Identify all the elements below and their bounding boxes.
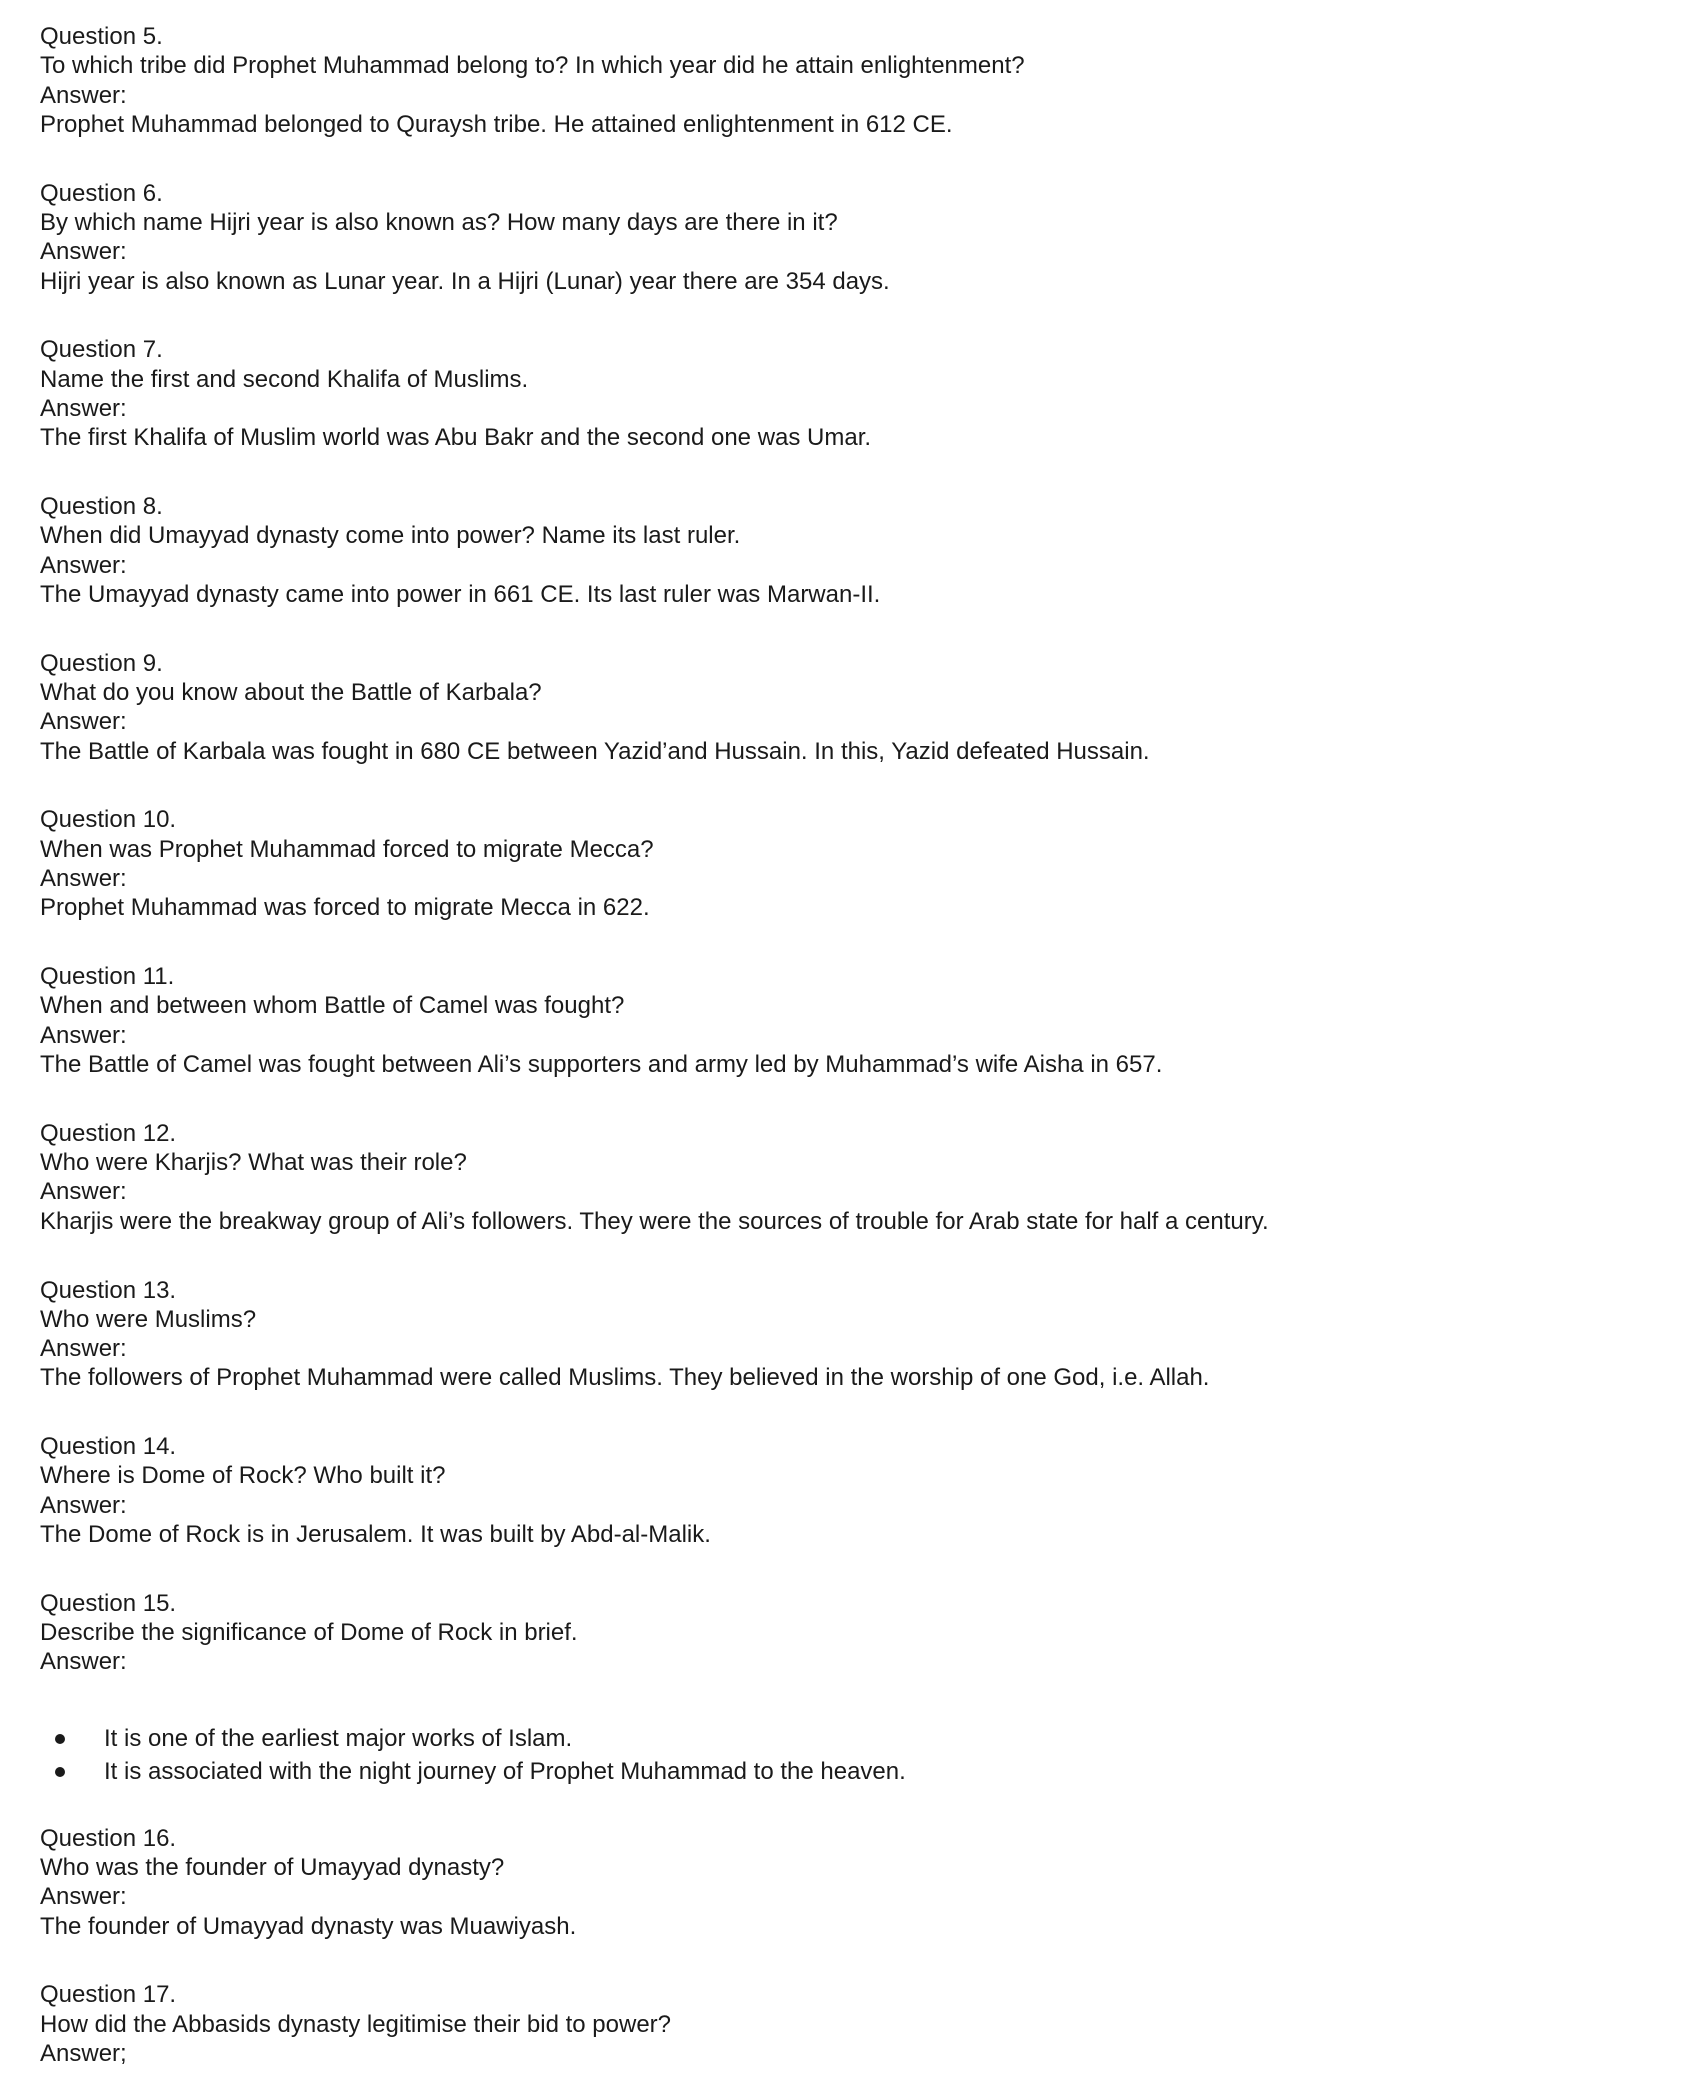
bullet-text: It is associated with the night journey of Prophet Muhammad to the heaven.	[104, 1757, 906, 1785]
question-text: By which name Hijri year is also known as? How many days are there in it?	[40, 208, 838, 236]
question-text: Who was the founder of Umayyad dynasty?	[40, 1854, 505, 1882]
bullet-icon	[55, 1767, 65, 1777]
question-number: Question 13.	[40, 1276, 177, 1304]
question-number: Question 14.	[40, 1433, 177, 1461]
answer-label: Answer:	[40, 81, 127, 109]
question-number: Question 9.	[40, 649, 163, 677]
qa-block	[40, 22, 1700, 139]
answer-label: Answer:	[40, 1335, 127, 1363]
bullet-item	[40, 1722, 1700, 1755]
question-number: Question 8.	[40, 493, 163, 521]
qa-block	[40, 1119, 1700, 1236]
question-number: Question 16.	[40, 1824, 177, 1852]
question-number: Question 7.	[40, 336, 163, 364]
answer-text: Hijri year is also known as Lunar year. In a Hijri (Lunar) year there are 354 days.	[40, 267, 890, 295]
answer-text: Prophet Muhammad was forced to migrate Mecca in 622.	[40, 894, 650, 922]
answer-label: Answer:	[40, 238, 127, 266]
answer-text: The Battle of Karbala was fought in 680 CE between Yazid’and Hussain. In this, Yazid defeated Hussain.	[40, 737, 1150, 765]
question-text: Describe the significance of Dome of Rock in brief.	[40, 1619, 578, 1647]
bullet-item	[40, 1755, 1700, 1788]
answer-text: The founder of Umayyad dynasty was Muawiyash.	[40, 1912, 577, 1940]
bullet-icon	[55, 1734, 65, 1744]
question-text: Who were Kharjis? What was their role?	[40, 1149, 467, 1177]
qa-list	[40, 22, 1700, 1549]
question-number: Question 5.	[40, 23, 163, 50]
answer-text: The Umayyad dynasty came into power in 661 CE. Its last ruler was Marwan-II.	[40, 580, 881, 608]
question-text: To which tribe did Prophet Muhammad belong to? In which year did he attain enlightenment?	[40, 52, 1025, 80]
answer-text: The first Khalifa of Muslim world was Abu Bakr and the second one was Umar.	[40, 424, 872, 452]
answer-text: Prophet Muhammad belonged to Quraysh tribe. He attained enlightenment in 612 CE.	[40, 110, 953, 138]
question-text: Name the first and second Khalifa of Muslims.	[40, 365, 529, 393]
answer-text: Kharjis were the breakway group of Ali’s followers. They were the sources of trouble for Arab state for half a century.	[40, 1207, 1269, 1235]
question-text: When did Umayyad dynasty come into power? Name its last ruler.	[40, 522, 741, 550]
qa-block	[40, 492, 1700, 609]
answer-label: Answer:	[40, 708, 127, 736]
qa-block	[40, 179, 1700, 296]
bullet-text: It is one of the earliest major works of Islam.	[104, 1724, 573, 1752]
answer-label: Answer;	[40, 2040, 127, 2068]
answer-label: Answer:	[40, 865, 127, 893]
answer-label: Answer:	[40, 1648, 127, 1676]
question-text: When and between whom Battle of Camel was fought?	[40, 992, 625, 1020]
question-text: Where is Dome of Rock? Who built it?	[40, 1462, 446, 1490]
qa-block	[40, 805, 1700, 922]
question-number: Question 17.	[40, 1981, 177, 2009]
question-number: Question 11.	[40, 963, 175, 991]
qa-block	[40, 335, 1700, 452]
question-number: Question 15.	[40, 1589, 177, 1617]
answer-text: The Dome of Rock is in Jerusalem. It was built by Abd-al-Malik.	[40, 1521, 711, 1549]
qa-block-15	[40, 1589, 1700, 1788]
answer-label: Answer:	[40, 1178, 127, 1206]
qa-block	[40, 1276, 1700, 1393]
qa-block	[40, 649, 1700, 766]
question-text: What do you know about the Battle of Karbala?	[40, 679, 542, 707]
answer-label: Answer:	[40, 394, 127, 422]
answer-label: Answer:	[40, 1883, 127, 1911]
question-text: Who were Muslims?	[40, 1305, 257, 1333]
answer-label: Answer:	[40, 1491, 127, 1519]
qa-block	[40, 1432, 1700, 1549]
qa-block-16	[40, 1824, 1700, 1941]
qa-block-17	[40, 1980, 1700, 2068]
question-number: Question 12.	[40, 1119, 177, 1147]
qa-block	[40, 962, 1700, 1079]
question-number: Question 6.	[40, 179, 163, 207]
question-number: Question 10.	[40, 806, 177, 834]
question-text: How did the Abbasids dynasty legitimise their bid to power?	[40, 2010, 672, 2038]
answer-text: The followers of Prophet Muhammad were called Muslims. They believed in the worship of one God, i.e. Allah.	[40, 1364, 1210, 1392]
answer-label: Answer:	[40, 1021, 127, 1049]
answer-label: Answer:	[40, 551, 127, 579]
answer-bullet-list	[40, 1722, 1700, 1788]
question-text: When was Prophet Muhammad forced to migrate Mecca?	[40, 835, 654, 863]
answer-text: The Battle of Camel was fought between Ali’s supporters and army led by Muhammad’s wife Aisha in 657.	[40, 1051, 1163, 1079]
